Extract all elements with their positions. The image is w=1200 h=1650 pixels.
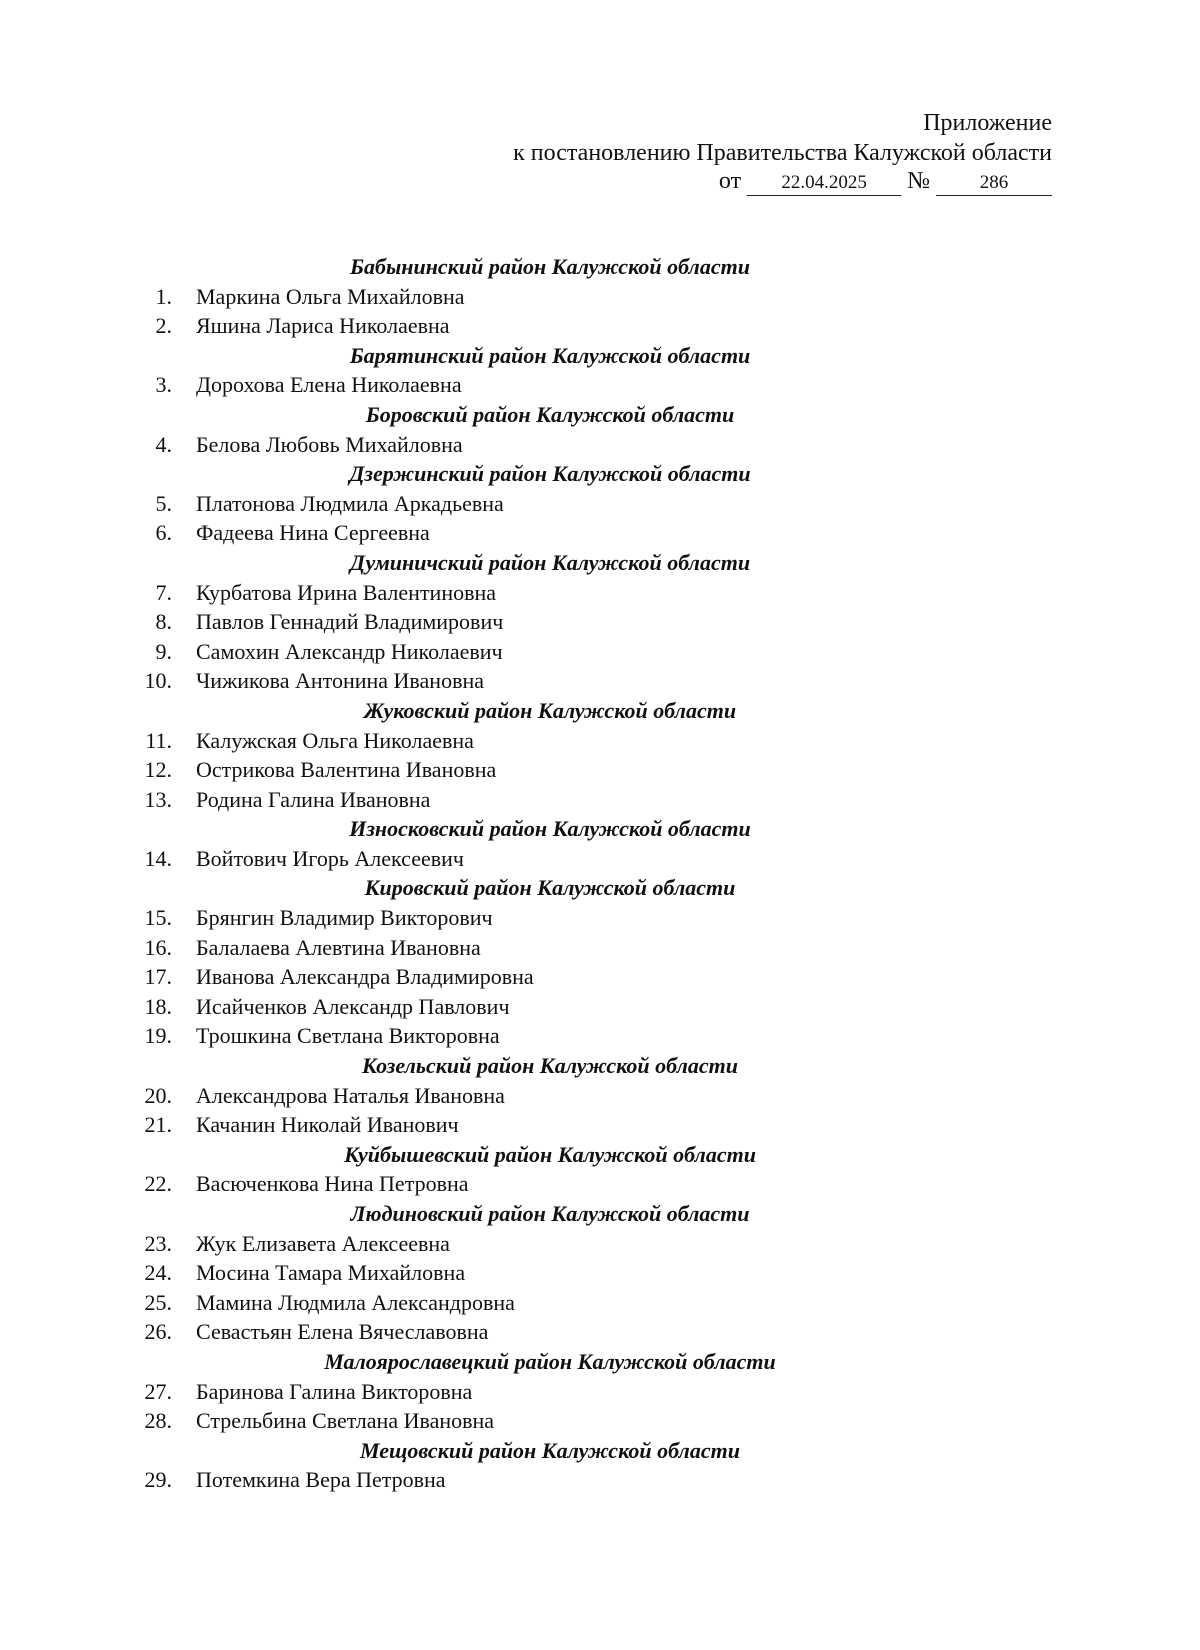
item-number: 27.	[144, 1378, 172, 1404]
list-item	[130, 607, 970, 637]
person-name: Качанин Николай Иванович	[196, 1112, 459, 1138]
list-item	[130, 1377, 970, 1407]
list-item	[130, 755, 970, 785]
list-item	[130, 637, 970, 667]
person-name: Павлов Геннадий Владимирович	[196, 609, 504, 635]
item-number: 15.	[144, 905, 172, 931]
person-name: Чижикова Антонина Ивановна	[196, 668, 484, 694]
district-heading: Износковский район Калужской области	[349, 816, 751, 842]
district-heading: Козельский район Калужской области	[362, 1053, 738, 1079]
list-item	[130, 1081, 970, 1111]
item-number: 28.	[144, 1408, 172, 1434]
item-number: 5.	[155, 490, 172, 516]
item-number: 13.	[144, 786, 172, 812]
resolution-reference: к постановлению Правительства Калужской области	[513, 140, 1052, 166]
district-heading: Жуковский район Калужской области	[363, 697, 737, 723]
list-item	[130, 962, 970, 992]
item-number: 29.	[144, 1467, 172, 1493]
item-number: 17.	[144, 964, 172, 990]
list-item	[130, 1406, 970, 1436]
person-name: Маркина Ольга Михайловна	[196, 283, 465, 309]
list-item	[130, 726, 970, 756]
list-item	[130, 1229, 970, 1259]
person-name: Мосина Тамара Михайловна	[196, 1260, 466, 1286]
item-number: 22.	[144, 1171, 172, 1197]
list-item	[130, 844, 970, 874]
person-name: Севастьян Елена Вячеславовна	[196, 1319, 489, 1345]
person-name: Трошкина Светлана Викторовна	[196, 1023, 500, 1049]
list-item	[130, 1169, 970, 1199]
item-number: 20.	[144, 1082, 172, 1108]
person-name: Яшина Лариса Николаевна	[196, 313, 450, 339]
district-heading: Людиновский район Калужской области	[350, 1201, 750, 1226]
item-number: 26.	[144, 1319, 172, 1345]
item-number: 21.	[144, 1112, 172, 1138]
resolution-date-line	[513, 166, 1052, 196]
district-heading: Дзержинский район Калужской области	[349, 461, 751, 487]
list-item	[130, 1258, 970, 1288]
list-item	[130, 785, 970, 815]
list-item	[130, 282, 970, 312]
district-heading: Боровский район Калужской области	[365, 401, 735, 427]
district-heading: Бабынинский район Калужской области	[350, 254, 750, 279]
list-item	[130, 933, 970, 963]
person-name: Платонова Людмила Аркадьевна	[196, 490, 504, 516]
person-name: Фадеева Нина Сергеевна	[196, 520, 430, 546]
list-item	[130, 1317, 970, 1347]
item-number: 3.	[155, 372, 172, 398]
item-number: 24.	[144, 1260, 172, 1286]
item-number: 4.	[155, 431, 172, 457]
person-name: Курбатова Ирина Валентиновна	[196, 579, 497, 605]
resolution-date: 22.04.2025	[747, 171, 901, 196]
person-name: Калужская Ольга Николаевна	[196, 727, 474, 753]
appendix-header	[513, 108, 1052, 196]
person-name: Потемкина Вера Петровна	[196, 1467, 446, 1493]
appendix-title: Приложение	[923, 110, 1052, 136]
list-item	[130, 1288, 970, 1318]
list-item	[130, 578, 970, 608]
list-item	[130, 489, 970, 519]
item-number: 1.	[155, 283, 172, 309]
district-heading: Кировский район Калужской области	[364, 875, 736, 901]
person-name: Мамина Людмила Александровна	[196, 1289, 515, 1315]
person-name: Балалаева Алевтина Ивановна	[196, 934, 481, 960]
item-number: 6.	[155, 520, 172, 546]
item-number: 2.	[155, 313, 172, 339]
item-number: 25.	[144, 1289, 172, 1315]
person-name: Исайченков Александр Павлович	[196, 993, 510, 1019]
district-heading: Барятинский район Калужской области	[349, 342, 751, 368]
list-item	[130, 903, 970, 933]
person-name: Александрова Наталья Ивановна	[196, 1082, 505, 1108]
district-heading: Думиничский район Калужской области	[349, 549, 751, 575]
list-item	[130, 430, 970, 460]
list-item	[130, 1110, 970, 1140]
item-number: 23.	[144, 1230, 172, 1256]
district-heading: Малоярославецкий район Калужской области	[324, 1348, 776, 1374]
item-number: 14.	[144, 845, 172, 871]
item-number: 12.	[144, 757, 172, 783]
person-name: Васюченкова Нина Петровна	[196, 1171, 469, 1197]
list-item	[130, 311, 970, 341]
item-number: 16.	[144, 934, 172, 960]
person-name: Дорохова Елена Николаевна	[196, 372, 462, 398]
number-sign: №	[907, 168, 930, 194]
item-number: 10.	[144, 668, 172, 694]
person-name: Самохин Александр Николаевич	[196, 638, 503, 664]
item-number: 19.	[144, 1023, 172, 1049]
person-name: Иванова Александра Владимировна	[196, 964, 534, 990]
item-number: 7.	[155, 579, 172, 605]
item-number: 9.	[155, 638, 172, 664]
resolution-number: 286	[936, 171, 1052, 196]
person-name: Жук Елизавета Алексеевна	[196, 1230, 450, 1256]
list-item	[130, 666, 970, 696]
list-item	[130, 370, 970, 400]
person-name: Стрельбина Светлана Ивановна	[196, 1408, 495, 1434]
item-number: 18.	[144, 993, 172, 1019]
item-number: 8.	[155, 609, 172, 635]
district-heading: Куйбышевский район Калужской области	[344, 1141, 756, 1167]
list-item	[130, 992, 970, 1022]
person-name: Острикова Валентина Ивановна	[196, 757, 497, 783]
person-name: Белова Любовь Михайловна	[196, 431, 463, 457]
person-name: Баринова Галина Викторовна	[196, 1378, 473, 1404]
person-name: Войтович Игорь Алексеевич	[196, 845, 464, 871]
person-name: Брянгин Владимир Викторович	[196, 905, 493, 931]
list-item	[130, 1465, 970, 1495]
district-list	[130, 252, 970, 1495]
district-heading: Мещовский район Калужской области	[360, 1437, 740, 1463]
item-number: 11.	[145, 727, 172, 753]
list-item	[130, 518, 970, 548]
from-label: от	[718, 168, 742, 194]
person-name: Родина Галина Ивановна	[196, 786, 431, 812]
list-item	[130, 1021, 970, 1051]
